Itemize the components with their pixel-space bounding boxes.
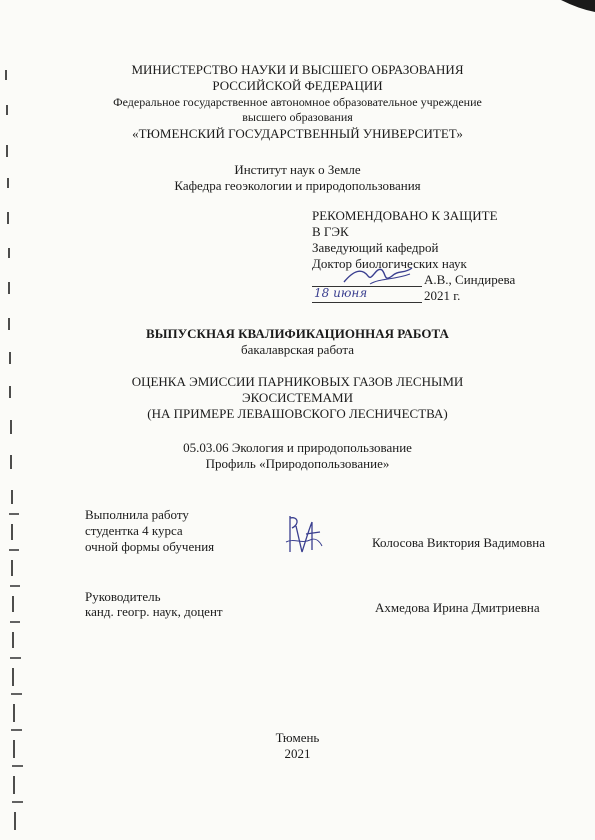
approval-line-1: РЕКОМЕНДОВАНО К ЗАЩИТЕ (312, 208, 498, 223)
approval-line-3: Заведующий кафедрой (312, 240, 439, 255)
supervisor-label-2: канд. геогр. наук, доцент (85, 604, 223, 619)
title-line-2: ЭКОСИСТЕМАМИ (242, 390, 353, 405)
head-signature-icon (340, 262, 420, 288)
title-line-1: ОЦЕНКА ЭМИССИИ ПАРНИКОВЫХ ГАЗОВ ЛЕСНЫМИ (131, 374, 464, 389)
date-underline (312, 302, 422, 303)
handwritten-date: 18 июня (314, 286, 368, 300)
author-label-3: очной формы обучения (85, 539, 215, 554)
profile: Профиль «Природопользование» (205, 456, 390, 471)
author-label-1: Выполнила работу (85, 507, 189, 522)
institution-line-1: Федеральное государственное автономное образовательное учреждение (113, 95, 482, 109)
approval-year: 2021 г. (424, 288, 461, 303)
supervisor-name: Ахмедова Ирина Дмитриевна (375, 600, 540, 615)
ministry-line-2: РОССИЙСКОЙ ФЕДЕРАЦИИ (212, 78, 383, 93)
ministry-line-1: МИНИСТЕРСТВО НАУКИ И ВЫСШЕГО ОБРАЗОВАНИЯ (131, 62, 464, 77)
work-type: ВЫПУСКНАЯ КВАЛИФИКАЦИОННАЯ РАБОТА (146, 326, 449, 341)
approval-line-4: Доктор биологических наук (312, 256, 467, 271)
supervisor-label-1: Руководитель (85, 589, 161, 604)
department-name: Кафедра геоэкологии и природопользования (174, 178, 421, 193)
work-subtype: бакалаврская работа (241, 342, 354, 357)
title-line-3: (НА ПРИМЕРЕ ЛЕВАШОВСКОГО ЛЕСНИЧЕСТВА) (147, 406, 448, 421)
author-signature-icon (282, 512, 326, 558)
author-name: Колосова Виктория Вадимовна (372, 535, 545, 550)
university-name: «ТЮМЕНСКИЙ ГОСУДАРСТВЕННЫЙ УНИВЕРСИТЕТ» (132, 126, 463, 141)
author-label-2: студентка 4 курса (85, 523, 183, 538)
corner-mark (555, 0, 595, 19)
head-name: А.В., Синдирева (424, 272, 516, 287)
specialty: 05.03.06 Экология и природопользование (183, 440, 412, 455)
institution-line-2: высшего образования (242, 110, 353, 124)
footer-city: Тюмень (275, 730, 320, 745)
institute-name: Институт наук о Земле (234, 162, 361, 177)
approval-line-2: В ГЭК (312, 224, 349, 239)
footer-year: 2021 (284, 746, 311, 761)
